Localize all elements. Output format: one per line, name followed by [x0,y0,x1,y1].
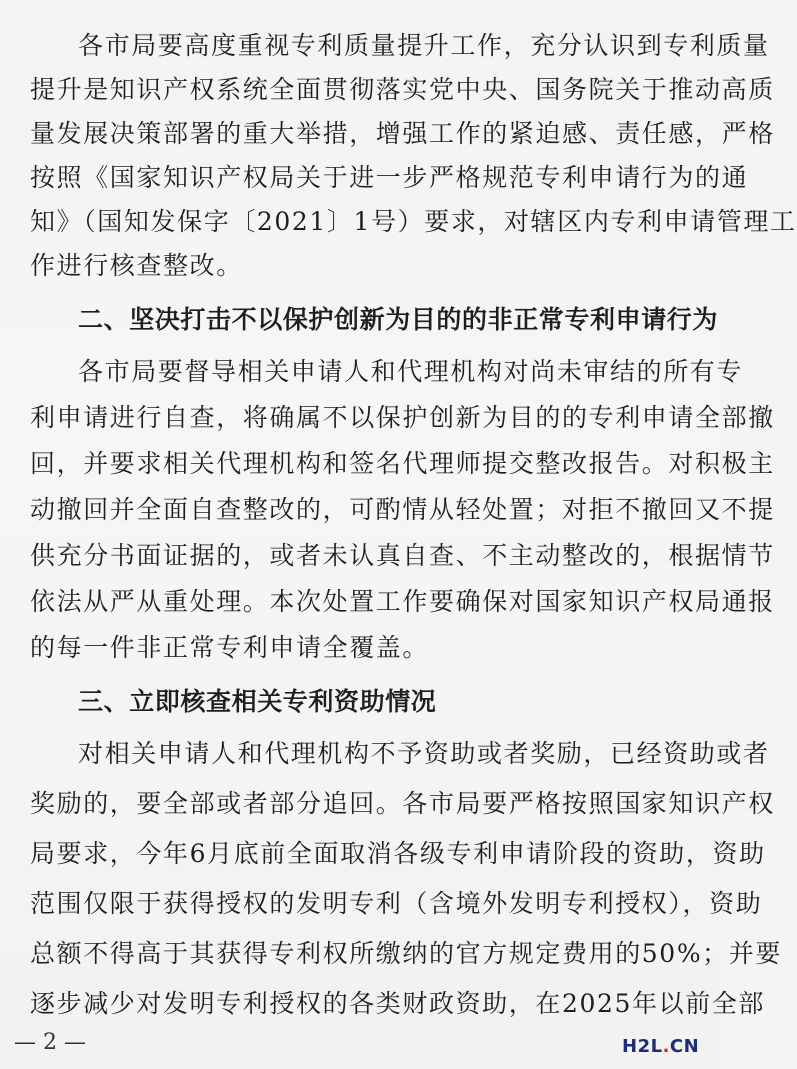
logo-main: H2L [622,1036,663,1057]
section-3-line-1: 对相关申请人和代理机构不予资助或者奖励，已经资助或者 [78,739,770,768]
section-3-line-5: 总额不得高于其获得专利权所缴纳的官方规定费用的50%；并要 [30,939,782,968]
section-3-heading: 三、立即核查相关专利资助情况 [78,687,437,716]
section-2-line-7: 的每一件非正常专利申请全覆盖。 [30,633,430,662]
section-2-line-4: 动撤回并全面自查整改的，可酌情从轻处置；对拒不撤回又不提 [30,495,775,524]
paragraph-1-line-3: 量发展决策部署的重大举措，增强工作的紧迫感、责任感，严格 [30,119,775,148]
section-3-line-3: 局要求，今年6月底前全面取消各级专利申请阶段的资助，资助 [30,839,766,868]
paragraph-1-line-1: 各市局要高度重视专利质量提升工作，充分认识到专利质量 [78,31,770,60]
section-3-line-4: 范围仅限于获得授权的发明专利（含境外发明专利授权），资助 [30,889,763,918]
paragraph-1-line-6: 作进行核查整改。 [30,251,243,280]
section-2-line-3: 回，并要求相关代理机构和签名代理师提交整改报告。对积极主 [30,449,775,478]
paragraph-1-line-2: 提升是知识产权系统全面贯彻落实党中央、国务院关于推动高质 [30,75,775,104]
section-2-line-1: 各市局要督导相关申请人和代理机构对尚未审结的所有专 [78,357,744,386]
section-3-line-6: 逐步减少对发明专利授权的各类财政资助，在2025年以前全部 [30,989,766,1018]
logo-dot: . [662,1036,670,1057]
h2l-watermark-logo [622,1036,699,1057]
paragraph-1-line-5: 知》（国知发保字〔2021〕1号）要求，对辖区内专利申请管理工 [30,207,797,236]
paragraph-1-line-4: 按照《国家知识产权局关于进一步严格规范专利申请行为的通 [30,163,749,192]
section-2-line-5: 供充分书面证据的，或者未认真自查、不主动整改的，根据情节 [30,541,775,570]
page-number: — 2 — [14,1030,86,1055]
section-3-line-2: 奖励的，要全部或者部分追回。各市局要严格按照国家知识产权 [30,789,775,818]
section-2-line-2: 利申请进行自查，将确属不以保护创新为目的的专利申请全部撤 [30,403,775,432]
section-2-heading: 二、坚决打击不以保护创新为目的的非正常专利申请行为 [78,305,719,334]
logo-tld: CN [669,1036,700,1057]
section-2-line-6: 依法从严从重处理。本次处置工作要确保对国家知识产权局通报 [30,587,775,616]
